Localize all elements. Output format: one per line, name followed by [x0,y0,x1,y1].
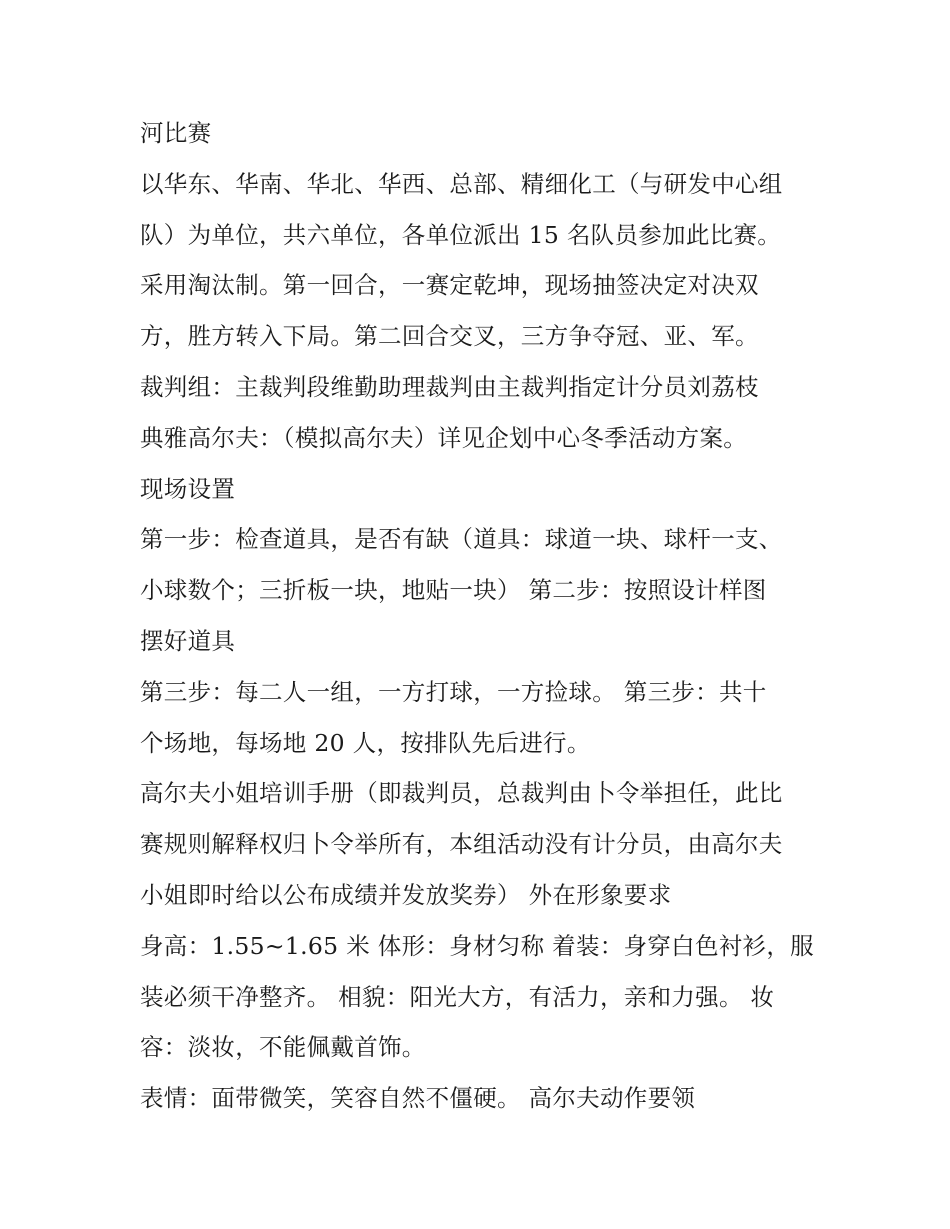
text-line: 典雅高尔夫：（模拟高尔夫）详见企划中心冬季活动方案。 [140,423,748,452]
text-line: 队）为单位，共六单位，各单位派出 15 名队员参加此比赛。 [140,220,782,249]
text-line: 现场设置 [140,474,236,503]
document-body [140,108,830,1124]
text-line: 身高：1.55~1.65 米 体形：身材匀称 着装：身穿白色衬衫，服 [140,931,814,960]
text-line: 装必须干净整齐。 相貌：阳光大方，有活力，亲和力强。 妆 [140,982,775,1011]
text-line: 以华东、华南、华北、华西、总部、精细化工（与研发中心组 [140,169,783,198]
text-line: 方，胜方转入下局。第二回合交叉，三方争夺冠、亚、军。 [140,322,759,351]
text-line: 采用淘汰制。第一回合，一赛定乾坤，现场抽签决定对决双 [140,271,759,300]
text-line: 个场地，每场地 20 人，按排队先后进行。 [140,728,591,757]
text-line: 河比赛 [140,119,212,147]
text-line: 高尔夫小姐培训手册（即裁判员，总裁判由卜令举担任，此比 [140,779,783,808]
text-line: 裁判组：主裁判段维勤助理裁判由主裁判指定计分员刘荔枝 [140,372,759,401]
text-line: 表情：面带微笑，笑容自然不僵硬。 高尔夫动作要领 [140,1084,696,1113]
text-line: 赛规则解释权归卜令举所有，本组活动没有计分员，由高尔夫 [140,830,783,859]
text-line: 小姐即时给以公布成绩并发放奖券） 外在形象要求 [140,880,672,909]
text-line: 第一步：检查道具，是否有缺（道具：球道一块、球杆一支、 [140,525,783,554]
text-line: 小球数个；三折板一块，地贴一块） 第二步：按照设计样图 [140,576,767,605]
text-line: 第三步：每二人一组，一方打球，一方捡球。 第三步：共十 [140,677,767,706]
text-line: 容：淡妆，不能佩戴首饰。 [140,1033,426,1062]
text-line: 摆好道具 [140,626,236,655]
